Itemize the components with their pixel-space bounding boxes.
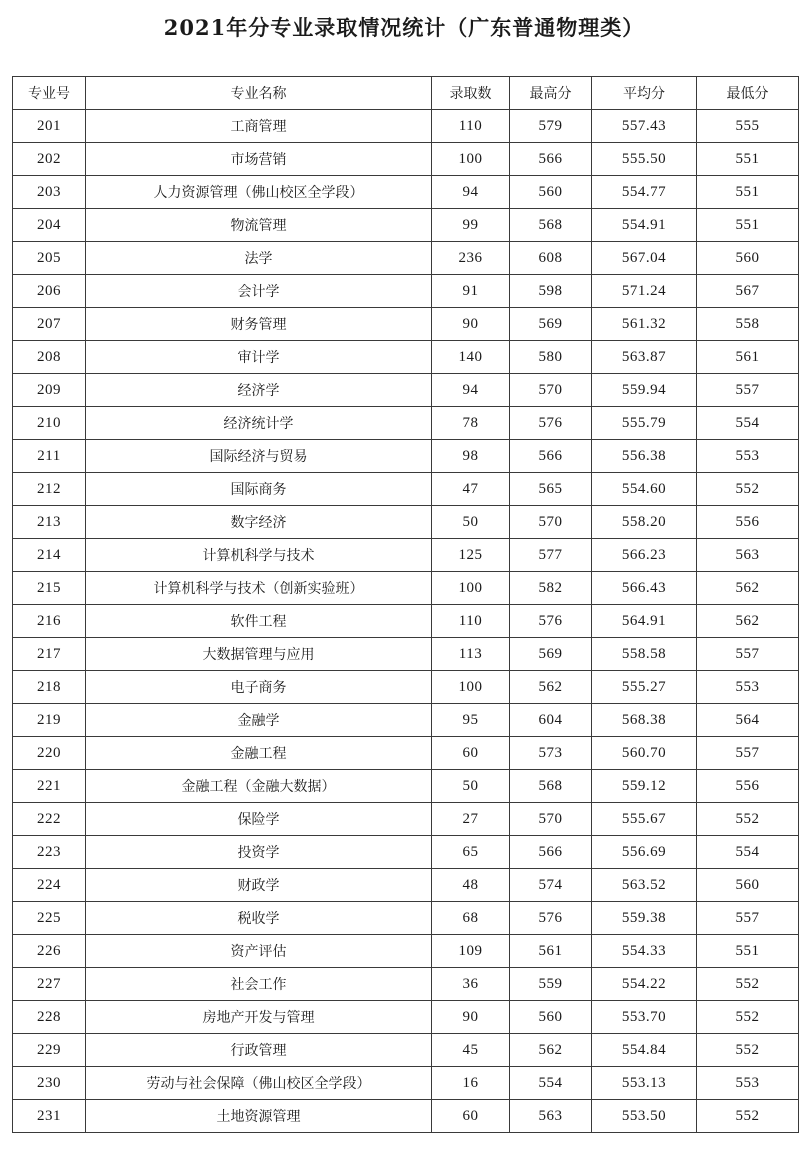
lowest-score-cell: 563 xyxy=(697,539,799,572)
highest-score-cell: 562 xyxy=(510,1034,592,1067)
lowest-score-cell: 552 xyxy=(697,473,799,506)
major-name-cell: 物流管理 xyxy=(86,209,432,242)
major-name-cell: 电子商务 xyxy=(86,671,432,704)
admitted-count-cell: 94 xyxy=(432,374,510,407)
table-row xyxy=(13,209,799,242)
average-score-cell: 567.04 xyxy=(592,242,697,275)
lowest-score-cell: 556 xyxy=(697,770,799,803)
lowest-score-cell: 560 xyxy=(697,869,799,902)
major-code-cell: 211 xyxy=(13,440,86,473)
major-code-cell: 201 xyxy=(13,110,86,143)
lowest-score-cell: 562 xyxy=(697,572,799,605)
average-score-cell: 566.23 xyxy=(592,539,697,572)
lowest-score-cell: 567 xyxy=(697,275,799,308)
major-code-cell: 213 xyxy=(13,506,86,539)
admitted-count-cell: 100 xyxy=(432,572,510,605)
highest-score-cell: 568 xyxy=(510,770,592,803)
highest-score-cell: 560 xyxy=(510,176,592,209)
highest-score-cell: 563 xyxy=(510,1100,592,1133)
table-row xyxy=(13,110,799,143)
admitted-count-cell: 50 xyxy=(432,770,510,803)
table-row xyxy=(13,341,799,374)
lowest-score-cell: 557 xyxy=(697,374,799,407)
major-name-cell: 经济学 xyxy=(86,374,432,407)
major-code-cell: 219 xyxy=(13,704,86,737)
average-score-cell: 561.32 xyxy=(592,308,697,341)
admitted-count-cell: 110 xyxy=(432,110,510,143)
major-name-cell: 大数据管理与应用 xyxy=(86,638,432,671)
admitted-count-cell: 98 xyxy=(432,440,510,473)
header-average-score: 平均分 xyxy=(592,77,697,110)
major-name-cell: 计算机科学与技术（创新实验班） xyxy=(86,572,432,605)
lowest-score-cell: 551 xyxy=(697,176,799,209)
header-highest-score: 最高分 xyxy=(510,77,592,110)
lowest-score-cell: 552 xyxy=(697,803,799,836)
major-name-cell: 社会工作 xyxy=(86,968,432,1001)
document-title: 2021年分专业录取情况统计（广东普通物理类） xyxy=(163,15,645,40)
table-row xyxy=(13,1100,799,1133)
average-score-cell: 559.38 xyxy=(592,902,697,935)
highest-score-cell: 573 xyxy=(510,737,592,770)
major-code-cell: 217 xyxy=(13,638,86,671)
highest-score-cell: 559 xyxy=(510,968,592,1001)
major-name-cell: 审计学 xyxy=(86,341,432,374)
major-name-cell: 资产评估 xyxy=(86,935,432,968)
admitted-count-cell: 100 xyxy=(432,143,510,176)
table-row xyxy=(13,638,799,671)
table-row xyxy=(13,935,799,968)
highest-score-cell: 576 xyxy=(510,407,592,440)
table-row xyxy=(13,308,799,341)
admitted-count-cell: 16 xyxy=(432,1067,510,1100)
major-name-cell: 投资学 xyxy=(86,836,432,869)
major-code-cell: 218 xyxy=(13,671,86,704)
lowest-score-cell: 555 xyxy=(697,110,799,143)
major-name-cell: 财务管理 xyxy=(86,308,432,341)
major-code-cell: 205 xyxy=(13,242,86,275)
highest-score-cell: 569 xyxy=(510,638,592,671)
lowest-score-cell: 553 xyxy=(697,671,799,704)
highest-score-cell: 568 xyxy=(510,209,592,242)
average-score-cell: 553.13 xyxy=(592,1067,697,1100)
major-name-cell: 税收学 xyxy=(86,902,432,935)
lowest-score-cell: 554 xyxy=(697,407,799,440)
average-score-cell: 555.67 xyxy=(592,803,697,836)
major-code-cell: 227 xyxy=(13,968,86,1001)
highest-score-cell: 565 xyxy=(510,473,592,506)
lowest-score-cell: 551 xyxy=(697,209,799,242)
major-name-cell: 工商管理 xyxy=(86,110,432,143)
major-code-cell: 220 xyxy=(13,737,86,770)
admitted-count-cell: 236 xyxy=(432,242,510,275)
lowest-score-cell: 554 xyxy=(697,836,799,869)
highest-score-cell: 598 xyxy=(510,275,592,308)
major-name-cell: 经济统计学 xyxy=(86,407,432,440)
major-name-cell: 软件工程 xyxy=(86,605,432,638)
average-score-cell: 554.22 xyxy=(592,968,697,1001)
average-score-cell: 554.33 xyxy=(592,935,697,968)
table-row xyxy=(13,275,799,308)
admitted-count-cell: 94 xyxy=(432,176,510,209)
admitted-count-cell: 45 xyxy=(432,1034,510,1067)
major-code-cell: 228 xyxy=(13,1001,86,1034)
highest-score-cell: 582 xyxy=(510,572,592,605)
average-score-cell: 563.52 xyxy=(592,869,697,902)
table-row xyxy=(13,671,799,704)
highest-score-cell: 570 xyxy=(510,374,592,407)
average-score-cell: 555.79 xyxy=(592,407,697,440)
admitted-count-cell: 125 xyxy=(432,539,510,572)
average-score-cell: 553.70 xyxy=(592,1001,697,1034)
table-row xyxy=(13,572,799,605)
highest-score-cell: 562 xyxy=(510,671,592,704)
admitted-count-cell: 95 xyxy=(432,704,510,737)
table-row xyxy=(13,869,799,902)
average-score-cell: 555.27 xyxy=(592,671,697,704)
highest-score-cell: 566 xyxy=(510,143,592,176)
major-code-cell: 209 xyxy=(13,374,86,407)
average-score-cell: 571.24 xyxy=(592,275,697,308)
lowest-score-cell: 556 xyxy=(697,506,799,539)
admitted-count-cell: 91 xyxy=(432,275,510,308)
major-code-cell: 208 xyxy=(13,341,86,374)
major-name-cell: 国际商务 xyxy=(86,473,432,506)
lowest-score-cell: 561 xyxy=(697,341,799,374)
highest-score-cell: 560 xyxy=(510,1001,592,1034)
table-row xyxy=(13,407,799,440)
admitted-count-cell: 90 xyxy=(432,1001,510,1034)
major-name-cell: 行政管理 xyxy=(86,1034,432,1067)
lowest-score-cell: 553 xyxy=(697,1067,799,1100)
lowest-score-cell: 552 xyxy=(697,1100,799,1133)
major-name-cell: 土地资源管理 xyxy=(86,1100,432,1133)
average-score-cell: 556.69 xyxy=(592,836,697,869)
major-code-cell: 223 xyxy=(13,836,86,869)
major-name-cell: 劳动与社会保障（佛山校区全学段） xyxy=(86,1067,432,1100)
table-row xyxy=(13,1001,799,1034)
lowest-score-cell: 552 xyxy=(697,1001,799,1034)
major-name-cell: 人力资源管理（佛山校区全学段） xyxy=(86,176,432,209)
lowest-score-cell: 557 xyxy=(697,638,799,671)
major-code-cell: 207 xyxy=(13,308,86,341)
table-row xyxy=(13,539,799,572)
major-code-cell: 204 xyxy=(13,209,86,242)
table-row xyxy=(13,770,799,803)
highest-score-cell: 580 xyxy=(510,341,592,374)
average-score-cell: 557.43 xyxy=(592,110,697,143)
average-score-cell: 558.58 xyxy=(592,638,697,671)
table-row xyxy=(13,605,799,638)
average-score-cell: 558.20 xyxy=(592,506,697,539)
major-name-cell: 会计学 xyxy=(86,275,432,308)
highest-score-cell: 569 xyxy=(510,308,592,341)
major-name-cell: 金融工程 xyxy=(86,737,432,770)
header-major-name: 专业名称 xyxy=(86,77,432,110)
admitted-count-cell: 90 xyxy=(432,308,510,341)
lowest-score-cell: 551 xyxy=(697,143,799,176)
average-score-cell: 563.87 xyxy=(592,341,697,374)
table-row xyxy=(13,440,799,473)
highest-score-cell: 576 xyxy=(510,902,592,935)
highest-score-cell: 576 xyxy=(510,605,592,638)
major-code-cell: 222 xyxy=(13,803,86,836)
highest-score-cell: 570 xyxy=(510,803,592,836)
lowest-score-cell: 558 xyxy=(697,308,799,341)
table-row xyxy=(13,704,799,737)
admitted-count-cell: 47 xyxy=(432,473,510,506)
highest-score-cell: 561 xyxy=(510,935,592,968)
lowest-score-cell: 560 xyxy=(697,242,799,275)
lowest-score-cell: 553 xyxy=(697,440,799,473)
average-score-cell: 560.70 xyxy=(592,737,697,770)
major-code-cell: 210 xyxy=(13,407,86,440)
average-score-cell: 559.94 xyxy=(592,374,697,407)
lowest-score-cell: 557 xyxy=(697,902,799,935)
major-name-cell: 计算机科学与技术 xyxy=(86,539,432,572)
admitted-count-cell: 65 xyxy=(432,836,510,869)
admitted-count-cell: 113 xyxy=(432,638,510,671)
header-admitted-count: 录取数 xyxy=(432,77,510,110)
major-code-cell: 230 xyxy=(13,1067,86,1100)
highest-score-cell: 554 xyxy=(510,1067,592,1100)
table-body xyxy=(13,110,799,1133)
lowest-score-cell: 557 xyxy=(697,737,799,770)
header-lowest-score: 最低分 xyxy=(697,77,799,110)
lowest-score-cell: 564 xyxy=(697,704,799,737)
table-row xyxy=(13,176,799,209)
table-row xyxy=(13,242,799,275)
average-score-cell: 568.38 xyxy=(592,704,697,737)
major-code-cell: 206 xyxy=(13,275,86,308)
major-code-cell: 202 xyxy=(13,143,86,176)
average-score-cell: 554.60 xyxy=(592,473,697,506)
major-code-cell: 214 xyxy=(13,539,86,572)
major-name-cell: 金融学 xyxy=(86,704,432,737)
lowest-score-cell: 552 xyxy=(697,1034,799,1067)
major-code-cell: 224 xyxy=(13,869,86,902)
table-row xyxy=(13,506,799,539)
major-code-cell: 225 xyxy=(13,902,86,935)
major-code-cell: 216 xyxy=(13,605,86,638)
major-name-cell: 财政学 xyxy=(86,869,432,902)
major-name-cell: 房地产开发与管理 xyxy=(86,1001,432,1034)
table-row xyxy=(13,1067,799,1100)
major-code-cell: 226 xyxy=(13,935,86,968)
table-row xyxy=(13,143,799,176)
admitted-count-cell: 27 xyxy=(432,803,510,836)
admitted-count-cell: 110 xyxy=(432,605,510,638)
admitted-count-cell: 78 xyxy=(432,407,510,440)
table-row xyxy=(13,836,799,869)
table-row xyxy=(13,473,799,506)
major-name-cell: 保险学 xyxy=(86,803,432,836)
highest-score-cell: 570 xyxy=(510,506,592,539)
highest-score-cell: 566 xyxy=(510,440,592,473)
major-name-cell: 市场营销 xyxy=(86,143,432,176)
admitted-count-cell: 68 xyxy=(432,902,510,935)
table-row xyxy=(13,968,799,1001)
major-name-cell: 法学 xyxy=(86,242,432,275)
average-score-cell: 554.84 xyxy=(592,1034,697,1067)
lowest-score-cell: 562 xyxy=(697,605,799,638)
average-score-cell: 554.77 xyxy=(592,176,697,209)
admission-table xyxy=(12,76,799,1133)
highest-score-cell: 566 xyxy=(510,836,592,869)
major-code-cell: 229 xyxy=(13,1034,86,1067)
table-row xyxy=(13,737,799,770)
admitted-count-cell: 109 xyxy=(432,935,510,968)
table-row xyxy=(13,374,799,407)
major-name-cell: 数字经济 xyxy=(86,506,432,539)
lowest-score-cell: 551 xyxy=(697,935,799,968)
admitted-count-cell: 60 xyxy=(432,1100,510,1133)
major-name-cell: 国际经济与贸易 xyxy=(86,440,432,473)
major-name-cell: 金融工程（金融大数据） xyxy=(86,770,432,803)
admitted-count-cell: 60 xyxy=(432,737,510,770)
major-code-cell: 203 xyxy=(13,176,86,209)
admitted-count-cell: 50 xyxy=(432,506,510,539)
average-score-cell: 553.50 xyxy=(592,1100,697,1133)
admitted-count-cell: 100 xyxy=(432,671,510,704)
average-score-cell: 556.38 xyxy=(592,440,697,473)
average-score-cell: 555.50 xyxy=(592,143,697,176)
highest-score-cell: 604 xyxy=(510,704,592,737)
average-score-cell: 559.12 xyxy=(592,770,697,803)
highest-score-cell: 608 xyxy=(510,242,592,275)
highest-score-cell: 579 xyxy=(510,110,592,143)
highest-score-cell: 577 xyxy=(510,539,592,572)
admitted-count-cell: 140 xyxy=(432,341,510,374)
table-row xyxy=(13,1034,799,1067)
average-score-cell: 564.91 xyxy=(592,605,697,638)
table-row xyxy=(13,902,799,935)
major-code-cell: 231 xyxy=(13,1100,86,1133)
table-row xyxy=(13,803,799,836)
header-major-code: 专业号 xyxy=(13,77,86,110)
table-header-row xyxy=(13,77,799,110)
major-code-cell: 221 xyxy=(13,770,86,803)
admitted-count-cell: 48 xyxy=(432,869,510,902)
average-score-cell: 566.43 xyxy=(592,572,697,605)
admitted-count-cell: 36 xyxy=(432,968,510,1001)
highest-score-cell: 574 xyxy=(510,869,592,902)
major-code-cell: 215 xyxy=(13,572,86,605)
lowest-score-cell: 552 xyxy=(697,968,799,1001)
average-score-cell: 554.91 xyxy=(592,209,697,242)
major-code-cell: 212 xyxy=(13,473,86,506)
admitted-count-cell: 99 xyxy=(432,209,510,242)
